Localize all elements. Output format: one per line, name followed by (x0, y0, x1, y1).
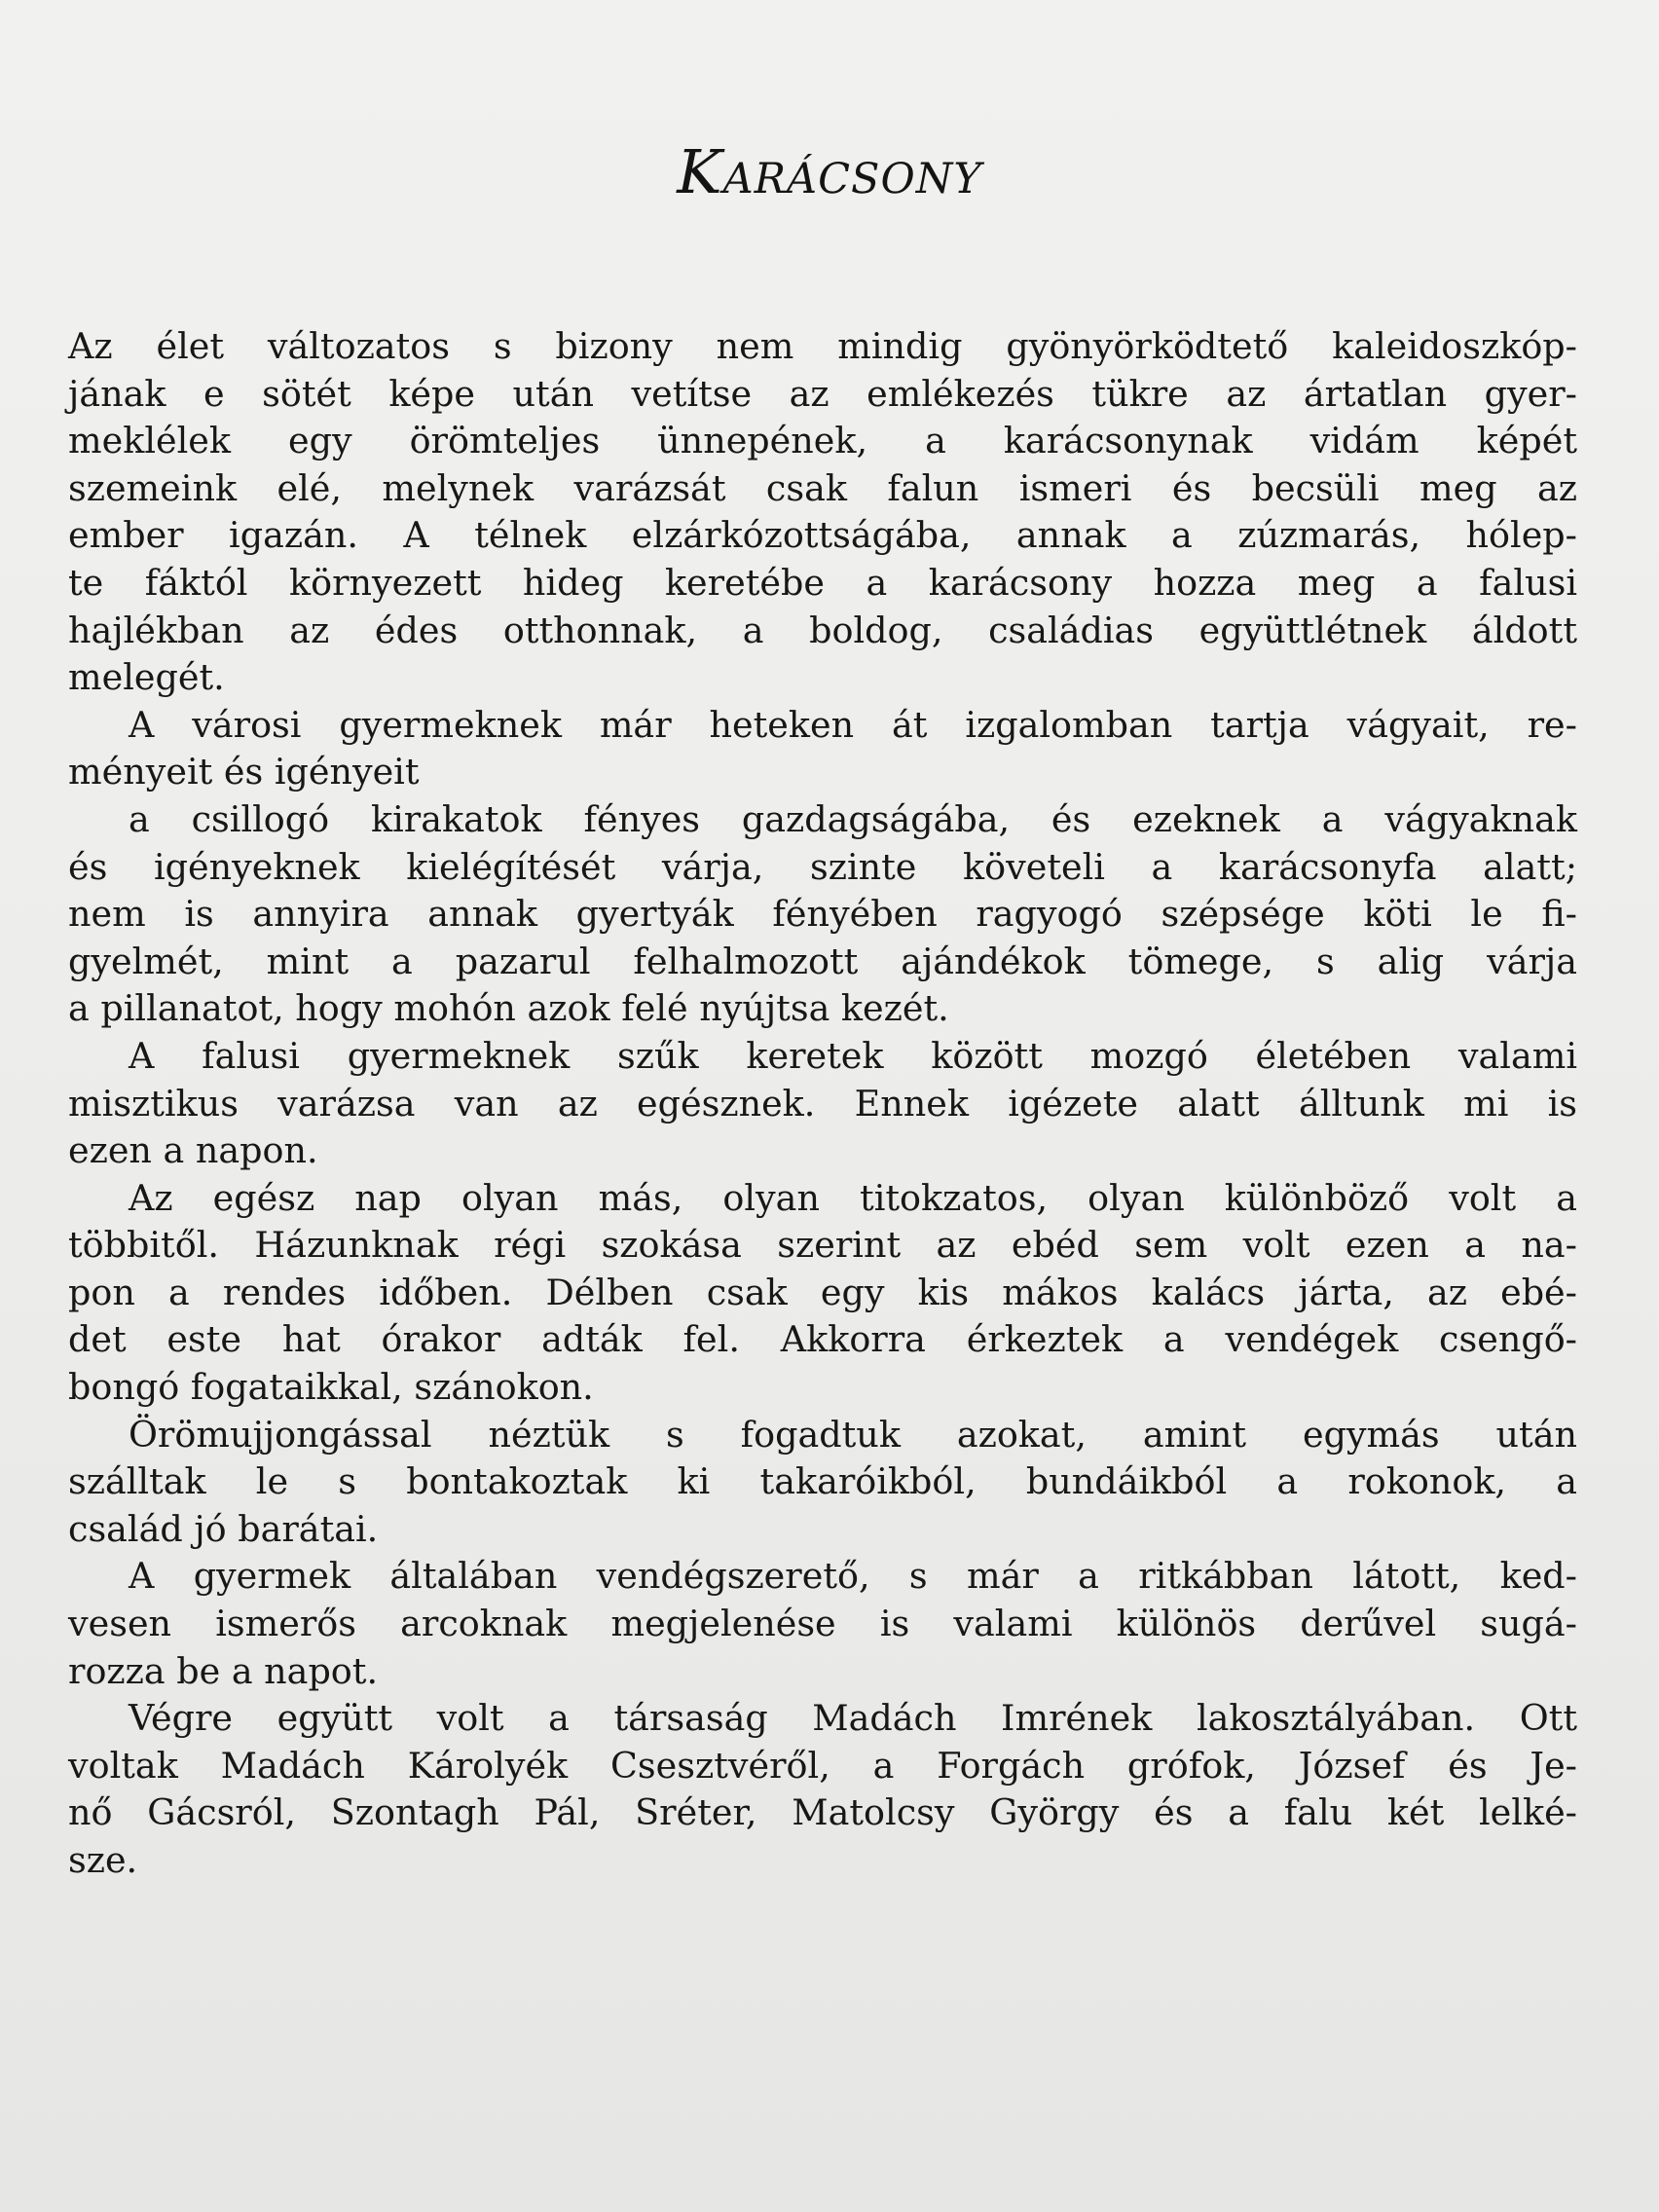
text-line: a pillanatot, hogy mohón azok felé nyújtsa kezét. (68, 987, 949, 1030)
text-line: rozza be a napot. (68, 1649, 379, 1692)
text-line: A gyermek általában vendégszerető, s már a ritkábban látott, ked- (129, 1555, 1577, 1598)
text-line: A falusi gyermeknek szűk keretek között mozgó életében valami (129, 1034, 1577, 1077)
text-line: ezen a napon. (68, 1129, 318, 1172)
text-line: gyelmét, mint a pazarul felhalmozott ajándékok tömege, s alig várja (68, 940, 1577, 982)
text-line: det este hat órakor adták fel. Akkorra érkeztek a vendégek csengő- (68, 1318, 1577, 1361)
text-line: jának e sötét képe után vetítse az emlékezés tükre az ártatlan gyer- (68, 372, 1577, 415)
text-line: hajlékban az édes otthonnak, a boldog, családias együttlétnek áldott (68, 608, 1577, 651)
text-line: sze. (68, 1839, 138, 1881)
text-line: melegét. (68, 656, 225, 699)
text-line: család jó barátai. (68, 1507, 379, 1550)
text-line: többitől. Házunknak régi szokása szerint az ebéd sem volt ezen a na- (68, 1224, 1577, 1267)
text-line: szálltak le s bontakoztak ki takaróikból, bundáikból a rokonok, a (68, 1460, 1577, 1503)
chapter-title: Karácsony (677, 136, 982, 207)
text-line: és igényeknek kielégítését várja, szinte követeli a karácsonyfa alatt; (68, 845, 1577, 888)
text-line: nő Gácsról, Szontagh Pál, Sréter, Matolcsy György és a falu két lelké- (68, 1791, 1577, 1834)
text-line: te fáktól környezett hideg keretébe a karácsony hozza meg a falusi (68, 561, 1577, 604)
text-line: Örömujjongással néztük s fogadtuk azokat, amint egymás után (129, 1413, 1577, 1456)
text-line: vesen ismerős arcoknak megjelenése is valami különös derűvel sugá- (68, 1603, 1577, 1645)
body-text (68, 323, 1577, 1885)
text-line: Végre együtt volt a társaság Madách Imrének lakosztályában. Ott (129, 1697, 1577, 1740)
text-line: meklélek egy örömteljes ünnepének, a karácsonynak vidám képét (68, 420, 1577, 462)
text-line: ményeit és igényeit (68, 751, 420, 793)
text-line: nem is annyira annak gyertyák fényében ragyogó szépsége köti le fi- (68, 893, 1577, 936)
text-line: szemeink elé, melynek varázsát csak falun ismeri és becsüli meg az (68, 466, 1577, 509)
text-line: misztikus varázsa van az egésznek. Ennek igézete alatt álltunk mi is (68, 1082, 1577, 1124)
text-line: bongó fogataikkal, szánokon. (68, 1366, 594, 1409)
text-line: Az élet változatos s bizony nem mindig gyönyörködtető kaleidoszkóp- (68, 325, 1577, 367)
text-line: Az egész nap olyan más, olyan titokzatos, olyan különböző volt a (129, 1176, 1577, 1219)
text-line: A városi gyermeknek már heteken át izgalomban tartja vágyait, re- (129, 703, 1577, 746)
text-line: pon a rendes időben. Délben csak egy kis mákos kalács járta, az ebé- (68, 1271, 1577, 1313)
text-line: ember igazán. A télnek elzárkózottságába, annak a zúzmarás, hólep- (68, 514, 1577, 557)
text-line: voltak Madách Károlyék Csesztvéről, a Forgách grófok, József és Je- (68, 1744, 1577, 1787)
text-line: a csillogó kirakatok fényes gazdagságába, és ezeknek a vágyaknak (129, 797, 1577, 840)
